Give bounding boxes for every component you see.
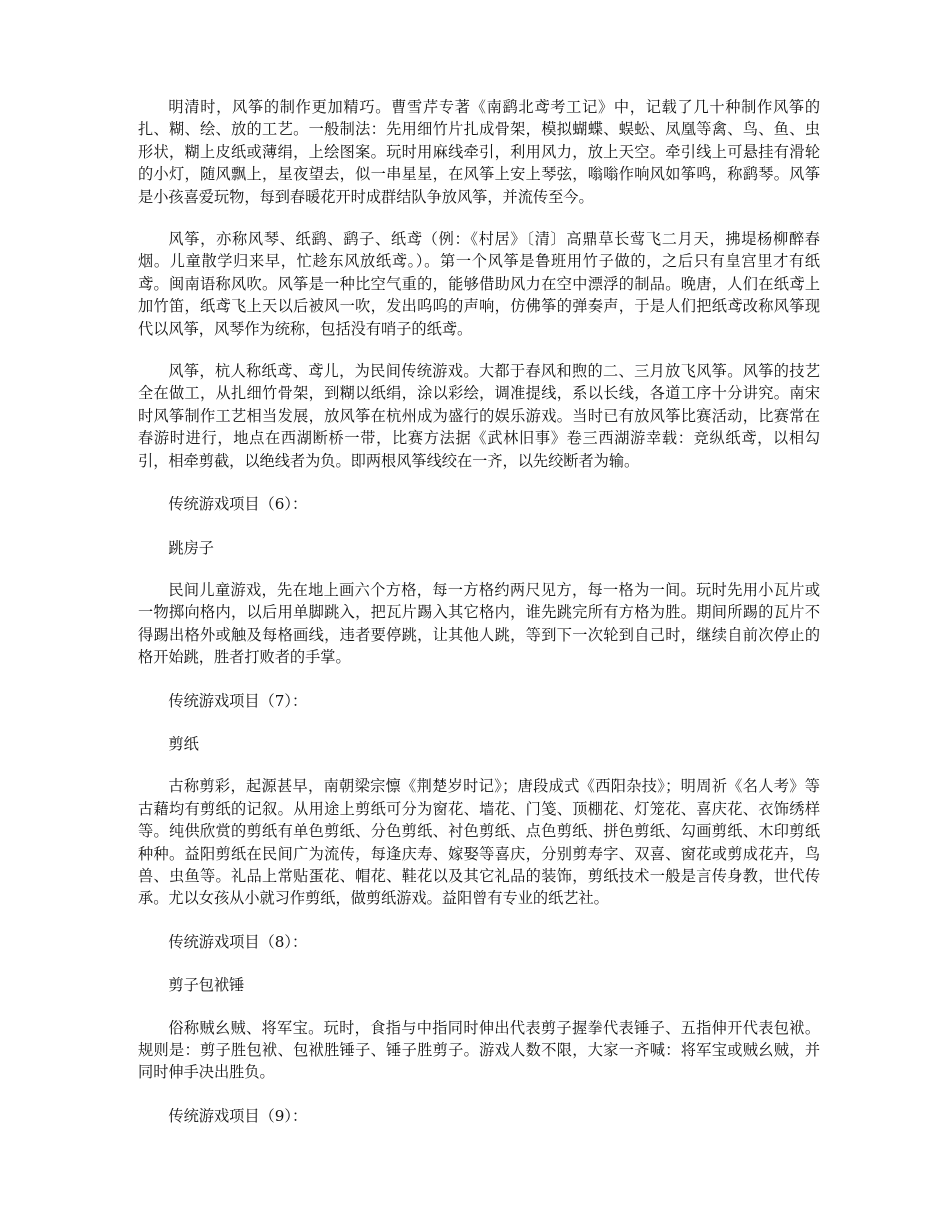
document-body bbox=[138, 96, 820, 1127]
paragraph-kite-ming-qing: 明清时，风筝的制作更加精巧。曹雪芹专著《南鹞北鸢考工记》中，记载了几十种制作风筝的扎、糊、绘、放的工艺。一般制法：先用细竹片扎成骨架，模拟蝴蝶、蜈蚣、凤凰等禽、鸟、鱼、虫形状，糊上皮纸或薄绢，上绘图案。玩时用麻线牵引，利用风力，放上天空。牵引线上可悬挂有滑轮的小灯，随风飘上，星夜望去，似一串星星，在风筝上安上琴弦，嗡嗡作响风如筝鸣，称鹞琴。风筝是小孩喜爱玩物，每到春暖花开时成群结队争放风筝，并流传至今。 bbox=[138, 98, 820, 206]
section-heading-6: 传统游戏项目（6）： bbox=[168, 495, 308, 514]
item-title-rock-paper-scissors: 剪子包袱锤 bbox=[168, 976, 245, 995]
paragraph-hopscotch: 民间儿童游戏，先在地上画六个方格，每一方格约两尺见方，每一格为一间。玩时先用小瓦片或一物掷向格内，以后用单脚跳入，把瓦片踢入其它格内，谁先跳完所有方格为胜。期间所踢的瓦片不得踢出格外或触及每格画线，违者要停跳，让其他人跳，等到下一次轮到自己时，继续自前次停止的格开始跳，胜者打败者的手掌。 bbox=[138, 580, 820, 667]
paragraph-kite-names: 风筝，亦称风琴、纸鹞、鹞子、纸鸢（例：《村居》〔清〕高鼎草长莺飞二月天，拂堤杨柳醉春烟。儿童散学归来早，忙趁东风放纸鸢。）。第一个风筝是鲁班用竹子做的，之后只有皇宫里才有纸鸢。闽南语称风吹。风筝是一种比空气重的，能够借助风力在空中漂浮的制品。晚唐，人们在纸鸢上加竹笛，纸鸢飞上天以后被风一吹，发出呜呜的声响，仿佛筝的弹奏声，于是人们把纸鸢改称风筝现代以风筝，风琴作为统称，包括没有哨子的纸鸢。 bbox=[138, 230, 820, 338]
paragraph-kite-hangzhou: 风筝，杭人称纸鸢、鸢儿，为民间传统游戏。大都于春风和煦的二、三月放飞风筝。风筝的技艺全在做工，从扎细竹骨架，到糊以纸绢，涂以彩绘，调准提线，系以长线，各道工序十分讲究。南宋时风筝制作工艺相当发展，放风筝在杭州成为盛行的娱乐游戏。当时已有放风筝比赛活动，比赛常在春游时进行，地点在西湖断桥一带，比赛方法据《武林旧事》卷三西湖游幸载：竞纵纸鸢，以相勾引，相牵剪截，以绝线者为负。即两根风筝线绞在一齐，以先绞断者为输。 bbox=[138, 362, 820, 470]
item-title-papercut: 剪纸 bbox=[168, 734, 199, 753]
section-heading-9: 传统游戏项目（9）： bbox=[168, 1106, 308, 1125]
paragraph-papercut: 古称剪彩，起源甚早，南朝梁宗懔《荆楚岁时记》；唐段成式《西阳杂技》；明周祈《名人考》等古藉均有剪纸的记叙。从用途上剪纸可分为窗花、墙花、门笺、顶棚花、灯笼花、喜庆花、衣饰绣样等。纯供欣赏的剪纸有单色剪纸、分色剪纸、衬色剪纸、点色剪纸、拼色剪纸、勾画剪纸、木印剪纸种种。益阳剪纸在民间广为流传，每逢庆寿、嫁娶等喜庆，分别剪寿字、双喜、窗花或剪成花卉，鸟兽、虫鱼等。礼品上常贴蛋花、帽花、鞋花以及其它礼品的装饰，剪纸技术一般是言传身教，世代传承。尤以女孩从小就习作剪纸，做剪纸游戏。益阳曾有专业的纸艺社。 bbox=[138, 777, 820, 908]
section-heading-7: 传统游戏项目（7）： bbox=[168, 691, 308, 710]
paragraph-rock-paper-scissors: 俗称贼幺贼、将军宝。玩时，食指与中指同时伸出代表剪子握拳代表锤子、五指伸开代表包袱。规则是：剪子胜包袱、包袱胜锤子、锤子胜剪子。游戏人数不限，大家一齐喊：将军宝或贼幺贼，并同时伸手决出胜负。 bbox=[138, 1018, 820, 1082]
item-title-hopscotch: 跳房子 bbox=[168, 538, 214, 557]
section-heading-8: 传统游戏项目（8）： bbox=[168, 932, 308, 951]
